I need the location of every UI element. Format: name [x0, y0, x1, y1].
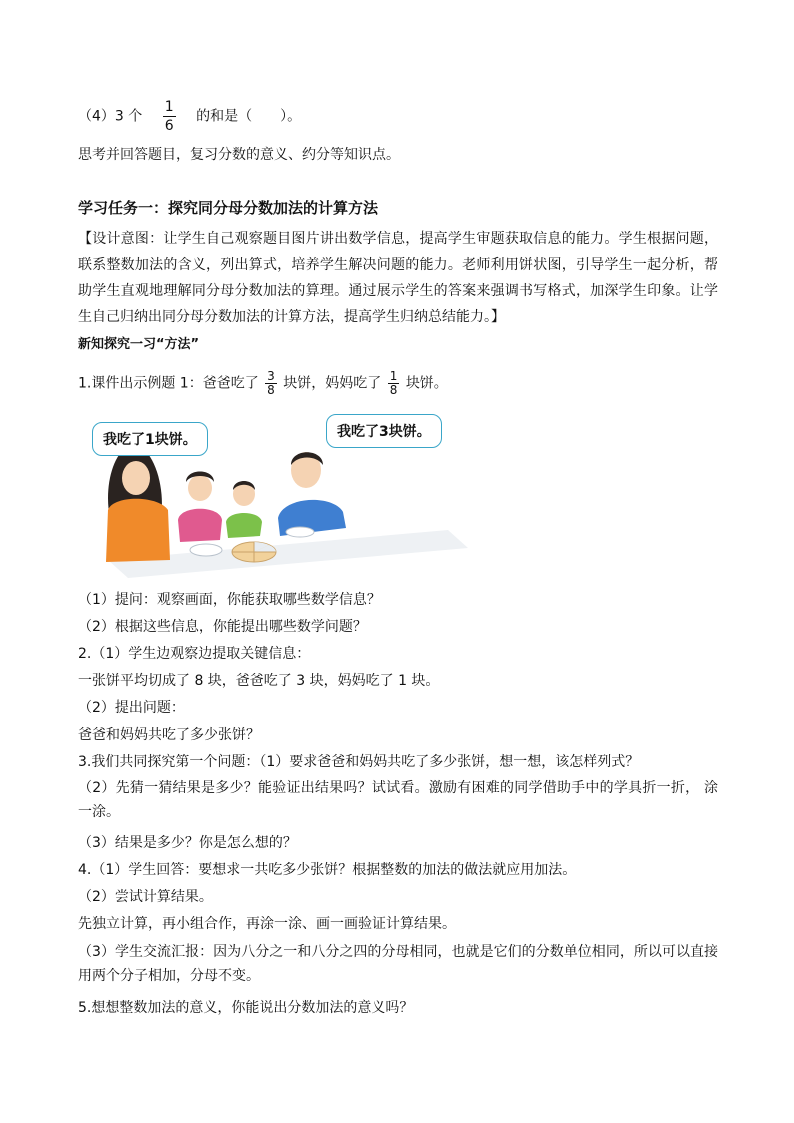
family-illustration — [88, 410, 468, 578]
fraction-denominator: 6 — [164, 118, 174, 134]
fraction-one-sixth — [163, 98, 176, 135]
body-paragraph: （3）学生交流汇报：因为八分之一和八分之四的分母相同，也就是它们的分数单位相同，所以可以直接用两个分子相加，分母不变。 — [78, 944, 718, 984]
item-1 — [78, 370, 448, 397]
fraction-numerator: 3 — [267, 369, 275, 383]
mother-speech-bubble: 我吃了1块饼。 — [92, 422, 208, 456]
fraction-numerator: 1 — [389, 369, 398, 383]
body-line: （2）根据这些信息，你能提出哪些数学问题？ — [78, 619, 367, 635]
explore-heading: 新知探究一习“方法” — [78, 337, 200, 352]
body-line: 先独立计算，再小组合作，再涂一涂、画一画验证计算结果。 — [78, 916, 456, 932]
body-line: （1）提问：观察画面，你能获取哪些数学信息？ — [78, 592, 381, 608]
cake-pie-icon — [232, 542, 276, 562]
body-line: 一张饼平均切成了 8 块，爸爸吃了 3 块，妈妈吃了 1 块。 — [78, 673, 440, 689]
body-line: （2）尝试计算结果。 — [78, 889, 213, 905]
task-heading: 学习任务一：探究同分母分数加法的计算方法 — [78, 199, 379, 217]
boy-shirt — [226, 513, 262, 538]
father-speech-bubble: 我吃了3块饼。 — [326, 414, 442, 448]
question-4 — [78, 98, 301, 135]
girl-shirt — [178, 509, 222, 542]
fraction-denominator: 8 — [389, 383, 398, 397]
body-line: （3）结果是多少？你是怎么想的？ — [78, 835, 297, 851]
think-text: 思考并回答题目，复习分数的意义、约分等知识点。 — [78, 147, 400, 163]
item-1-text-a: 1.课件出示例题 1：爸爸吃了 — [78, 375, 259, 392]
body-line: 爸爸和妈妈共吃了多少张饼？ — [78, 727, 260, 743]
design-intent: 【设计意图：让学生自己观察题目图片讲出数学信息，提高学生审题获取信息的能力。学生根据问题，联系整数加法的含义，列出算式，培养学生解决问题的能力。老师利用饼状图，引导学生一起分析，帮助学生直观地理解同分母分数加法的算理。通过展示学生的答案来强调书写格式，加深学生印象。让学生自己归纳出同分母分数加法的计算方法，提高学生归纳总结能力。】 — [78, 231, 718, 325]
girl-face — [188, 475, 212, 501]
body-paragraph: （2）先猜一猜结果是多少？能验证出结果吗？试试看。激励有困难的同学借助手中的学具折一折， 涂一涂。 — [78, 780, 718, 820]
item-1-text-c: 块饼。 — [405, 375, 448, 392]
body-line: 5.想想整数加法的意义，你能说出分数加法的意义吗？ — [78, 1000, 414, 1016]
question-4-prefix: （4）3 个 — [78, 108, 143, 125]
fraction-numerator: 1 — [164, 99, 174, 115]
body-line: 4.（1）学生回答：要想求一共吃多少张饼？根据整数的加法的做法就应用加法。 — [78, 862, 577, 878]
fraction-three-eighths — [265, 370, 277, 397]
body-line: 3.我们共同探究第一个问题：（1）要求爸爸和妈妈共吃了多少张饼，想一想，该怎样列式？ — [78, 754, 640, 770]
question-4-suffix: 的和是（ ）。 — [196, 108, 302, 125]
body-line: （2）提出问题： — [78, 700, 185, 716]
mother-face — [122, 461, 150, 495]
mother-sweater — [106, 499, 170, 562]
item-1-text-b: 块饼，妈妈吃了 — [283, 375, 382, 392]
plate-icon — [286, 527, 314, 537]
fraction-denominator: 8 — [267, 383, 275, 397]
plate-icon — [190, 544, 222, 556]
body-line: 2.（1）学生边观察边提取关键信息： — [78, 646, 311, 662]
fraction-one-eighth — [388, 370, 400, 397]
